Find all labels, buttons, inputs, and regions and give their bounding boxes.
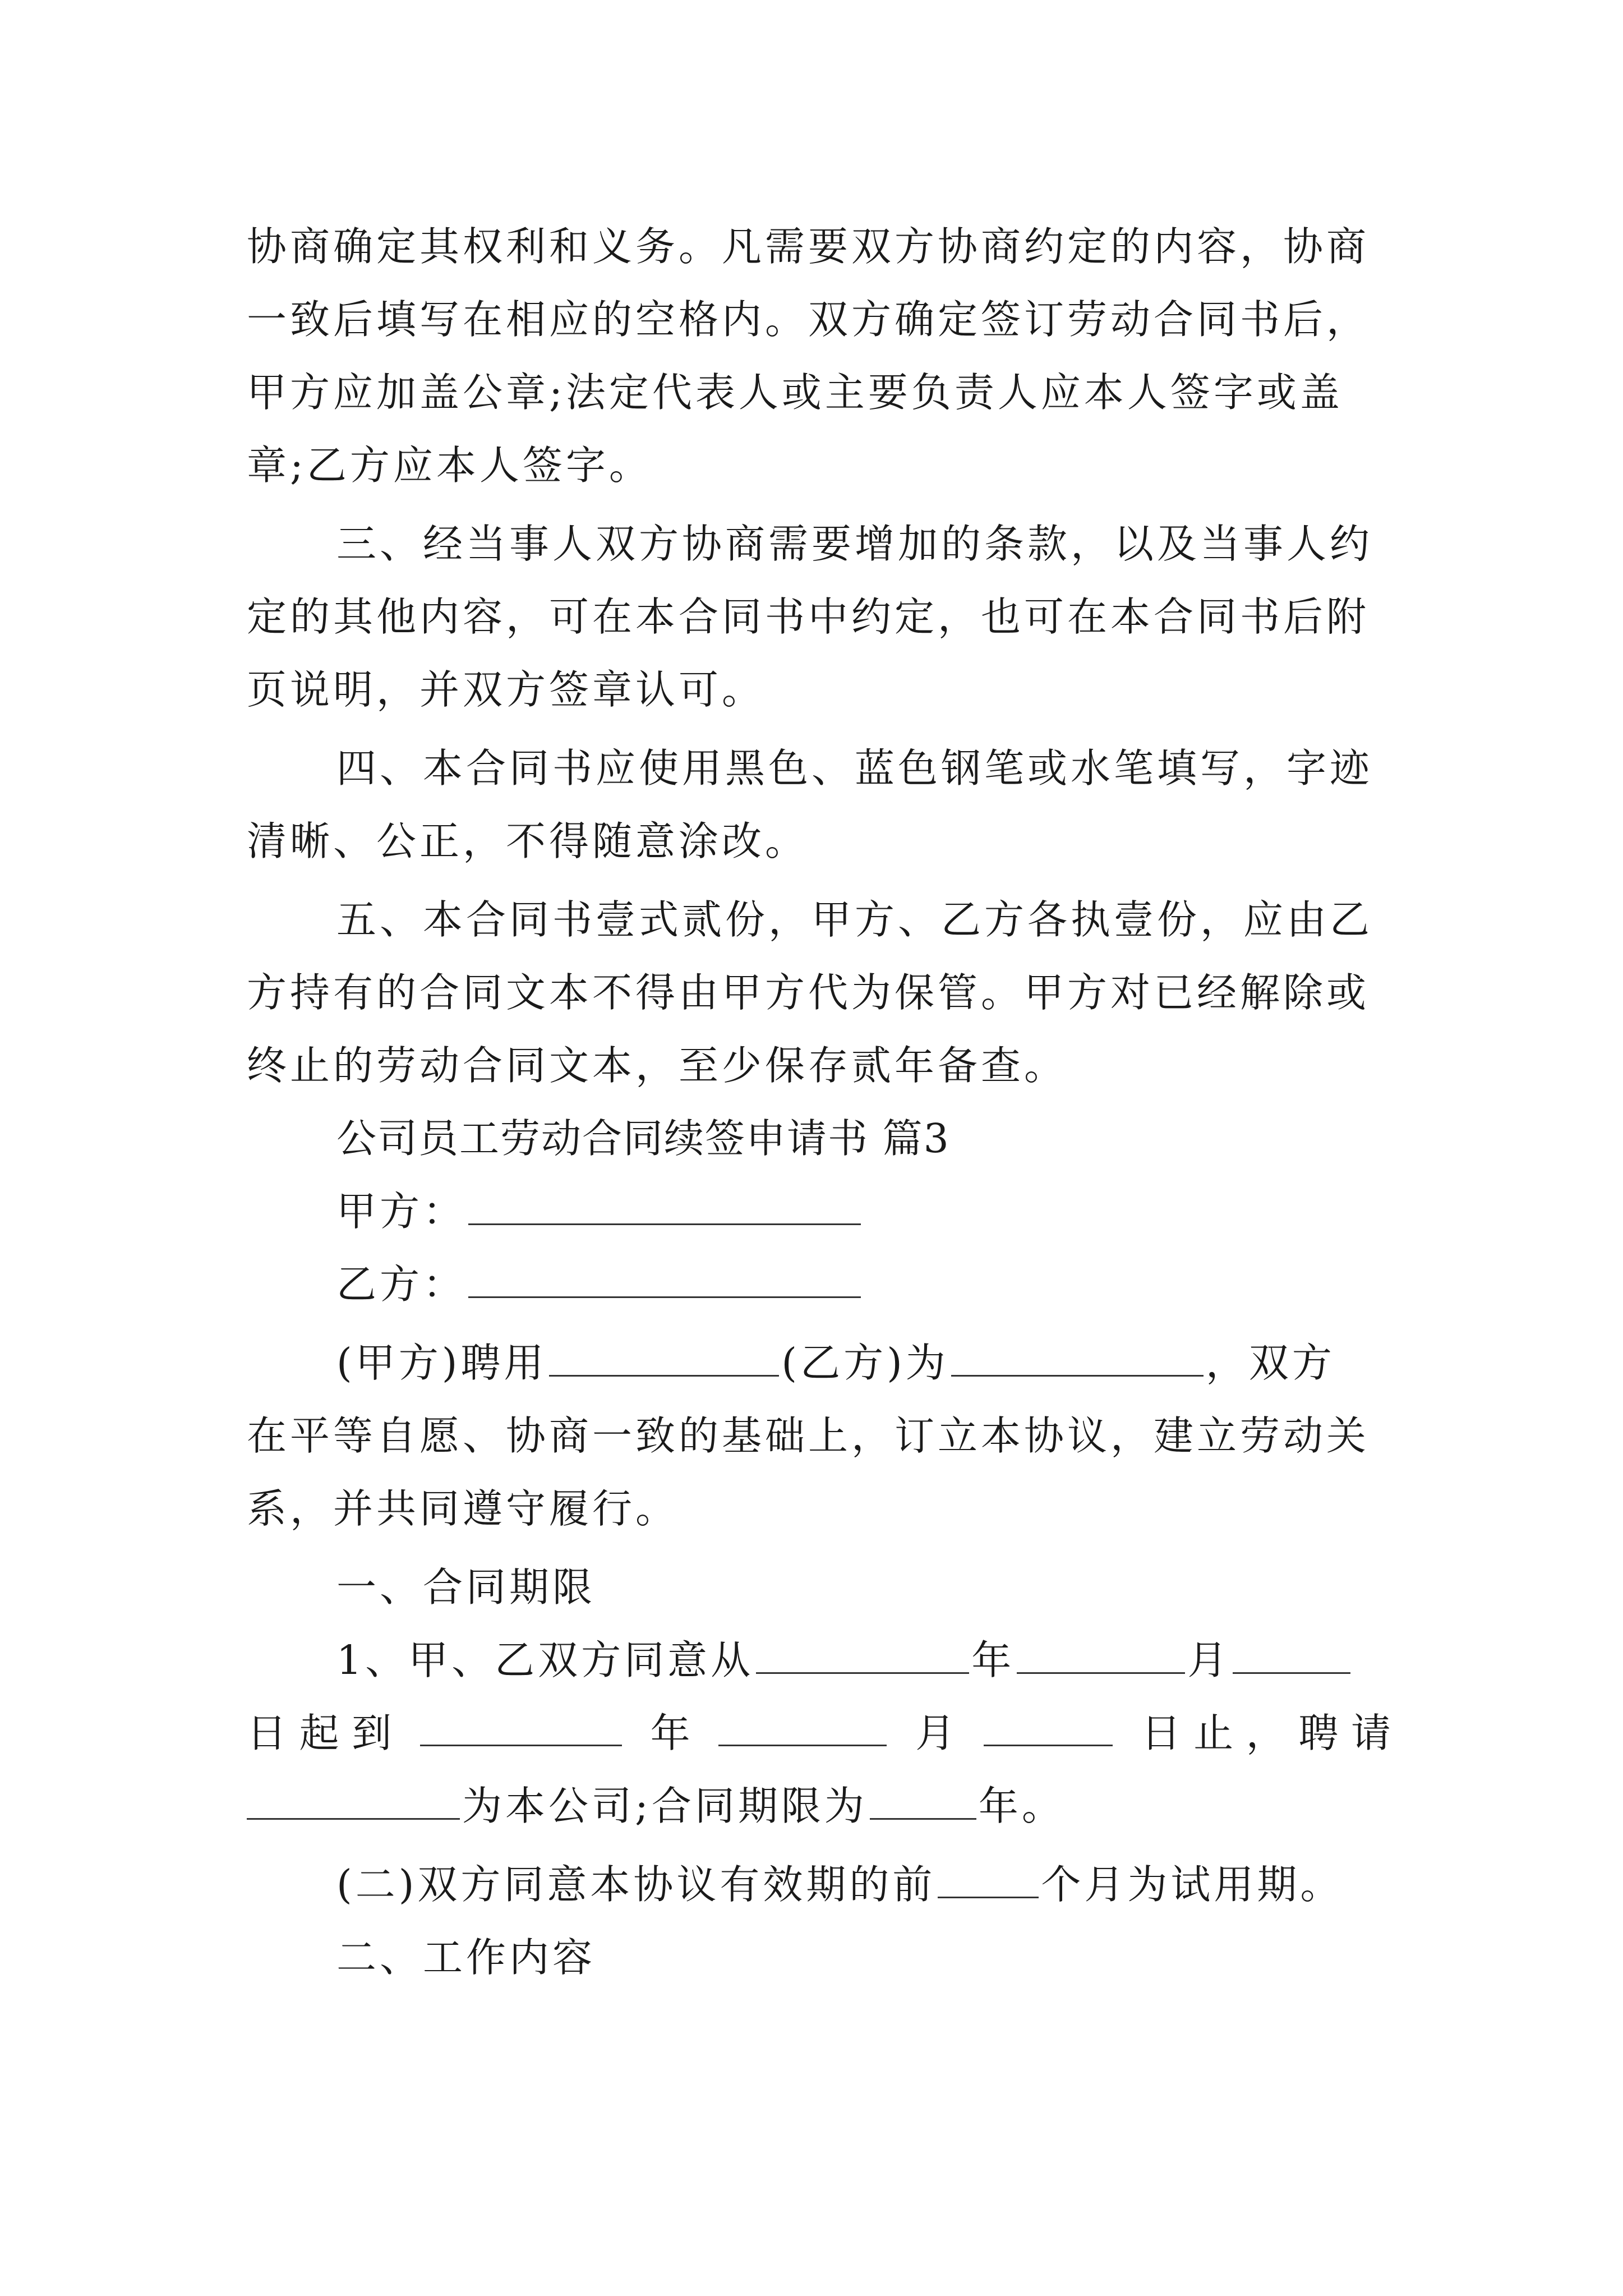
term-blank-end-month — [718, 1705, 887, 1746]
heading-term: 一、合同期限 — [336, 1564, 596, 1611]
term-text-8: 为本公司;合同期限为 — [462, 1783, 868, 1829]
term-blank-years — [870, 1779, 976, 1820]
term-text-5: 年 — [650, 1710, 690, 1756]
paragraph-line: 系，并共同遵守履行。 — [247, 1485, 679, 1532]
paragraph-line: 章;乙方应本人签字。 — [247, 442, 652, 489]
paragraph-line: 页说明，并双方签章认可。 — [247, 666, 766, 713]
term-text-4: 日 起 到 — [247, 1710, 392, 1756]
heading-work: 二、工作内容 — [336, 1934, 596, 1981]
paragraph-line: 四、本合同书应使用黑色、蓝色钢笔或水笔填写，字迹 — [336, 745, 1373, 792]
paragraph-line: 在平等自愿、协商一致的基础上，订立本协议，建立劳动关 — [247, 1412, 1370, 1459]
paragraph-line: 协商确定其权利和义务。凡需要双方协商约定的内容，协商 — [247, 223, 1370, 270]
party-b-row — [336, 1257, 1391, 1313]
paragraph-line: 方持有的合同文本不得由甲方代为保管。甲方对已经解除或 — [247, 969, 1370, 1016]
hire-text-1: (甲方)聘用 — [336, 1340, 547, 1386]
party-a-label: 甲方： — [336, 1188, 467, 1235]
paragraph-line: 定的其他内容，可在本合同书中约定，也可在本合同书后附 — [247, 593, 1370, 640]
paragraph-line: 一致后填写在相应的空格内。双方确定签订劳动合同书后， — [247, 296, 1370, 343]
party-a-blank — [468, 1184, 861, 1225]
term-blank-day — [1233, 1633, 1350, 1674]
paragraph-line: 五、本合同书壹式贰份，甲方、乙方各执壹份，应由乙 — [336, 896, 1373, 943]
party-a-row — [336, 1184, 1391, 1240]
term-line-2 — [247, 1705, 1391, 1761]
paragraph-line: 甲方应加盖公章;法定代表人或主要负责人应本人签字或盖 — [247, 369, 1343, 416]
term-line-1 — [336, 1632, 1391, 1688]
term-blank-end-day — [984, 1705, 1113, 1746]
paragraph-line: 清晰、公正，不得随意涂改。 — [247, 818, 809, 864]
paragraph-line: 终止的劳动合同文本，至少保存贰年备查。 — [247, 1042, 1068, 1089]
term-blank-month — [1017, 1633, 1185, 1674]
probation-line — [336, 1857, 1391, 1913]
term-text-1: 1、甲、乙双方同意从 — [336, 1637, 754, 1683]
section-title: 公司员工劳动合同续签申请书 篇3 — [336, 1115, 950, 1162]
term-blank-year — [756, 1633, 969, 1674]
hire-text-2: (乙方)为 — [781, 1340, 949, 1386]
term-text-3: 月 — [1187, 1637, 1231, 1683]
hire-blank-2 — [951, 1336, 1204, 1377]
hire-line — [336, 1335, 1391, 1391]
term-blank-end-year — [420, 1705, 622, 1746]
hire-blank-1 — [549, 1336, 779, 1377]
paragraph-line: 三、经当事人双方协商需要增加的条款，以及当事人约 — [336, 521, 1373, 567]
term-text-7: 日 止 ， 聘 请 — [1141, 1710, 1391, 1756]
hire-text-3: ，双方 — [1205, 1340, 1335, 1386]
probation-text-1: (二)双方同意本协议有效期的前 — [336, 1861, 936, 1908]
term-blank-name — [247, 1779, 460, 1820]
party-b-blank — [468, 1257, 861, 1298]
probation-blank — [938, 1857, 1039, 1898]
term-text-2: 年 — [971, 1637, 1015, 1683]
probation-text-2: 个月为试用期。 — [1041, 1861, 1344, 1908]
term-line-3 — [247, 1778, 1391, 1834]
term-text-6: 月 — [915, 1710, 956, 1756]
term-text-9: 年。 — [978, 1783, 1065, 1829]
party-b-label: 乙方： — [336, 1261, 467, 1308]
